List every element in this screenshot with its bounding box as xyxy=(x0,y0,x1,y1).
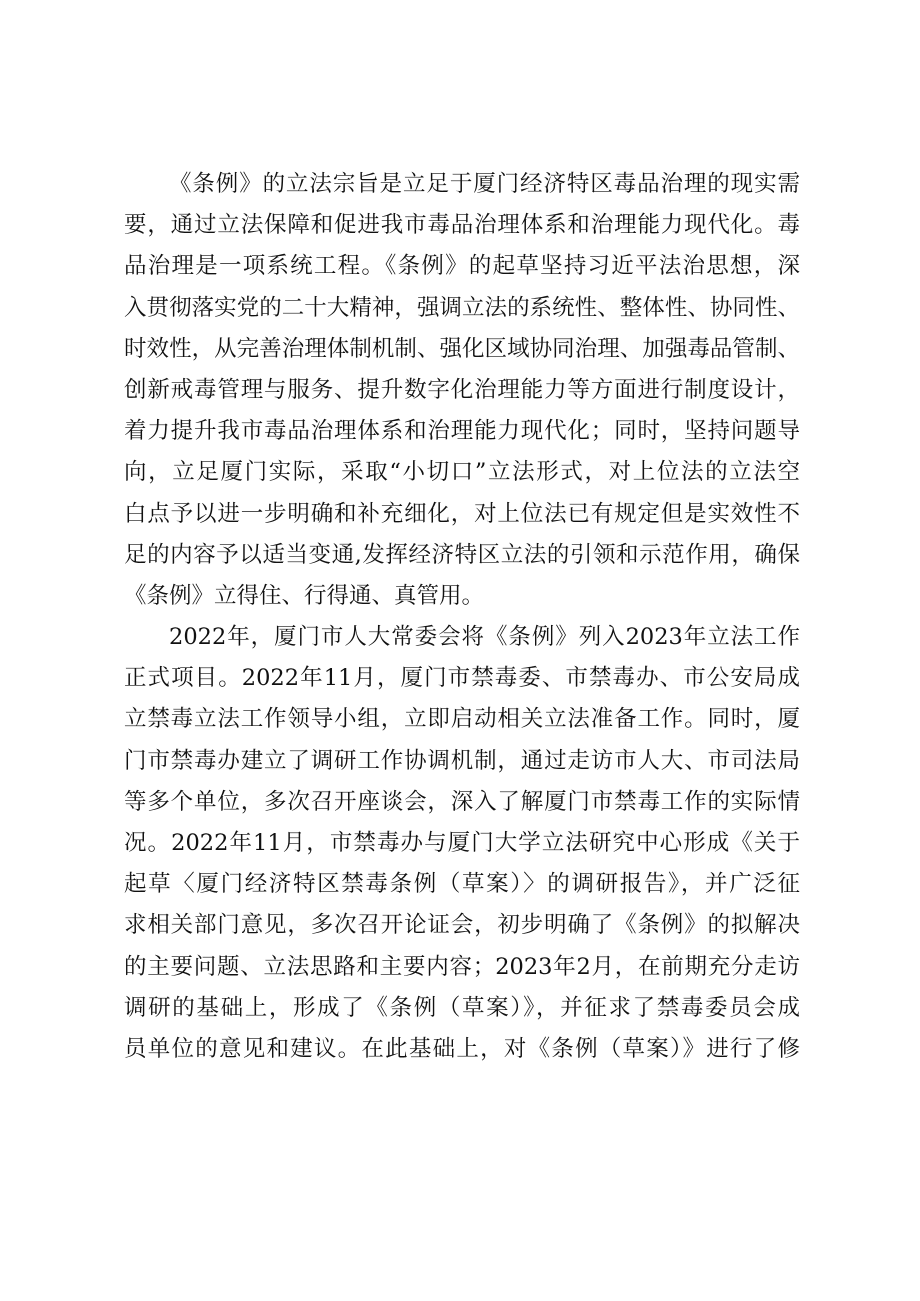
text-line: 等多个单位，多次召开座谈会，深入了解厦门市禁毒工作的实际情 xyxy=(124,788,800,815)
text-line: 门市禁毒办建立了调研工作协调机制，通过走访市人大、市司法局 xyxy=(124,747,800,774)
text-line: 2022年，厦门市人大常委会将《条例》列入2023年立法工作 xyxy=(169,624,800,651)
text-line: 立禁毒立法工作领导小组，立即启动相关立法准备工作。同时，厦 xyxy=(124,706,800,733)
text-line: 正式项目。2022年11月，厦门市禁毒委、市禁毒办、市公安局成 xyxy=(124,665,800,692)
text-line: 着力提升我市毒品治理体系和治理能力现代化；同时，坚持问题导 xyxy=(124,418,800,445)
paragraph-legislative-purpose xyxy=(124,164,800,617)
document-body xyxy=(124,164,800,1070)
text-line: 况。2022年11月，市禁毒办与厦门大学立法研究中心形成《关于 xyxy=(124,830,800,856)
text-line: 时效性，从完善治理体制机制、强化区域协同治理、加强毒品管制、 xyxy=(124,335,800,362)
text-line: 《条例》的立法宗旨是立足于厦门经济特区毒品治理的现实需 xyxy=(169,171,800,197)
text-line: 员单位的意见和建议。在此基础上，对《条例（草案）》进行了修 xyxy=(124,1035,800,1062)
text-line: 起草〈厦门经济特区禁毒条例（草案）〉的调研报告》，并广泛征 xyxy=(124,871,800,898)
text-line: 《条例》立得住、行得通、真管用。 xyxy=(124,582,485,609)
text-line: 的主要问题、立法思路和主要内容；2023年2月，在前期充分走访 xyxy=(124,953,800,980)
text-line: 足的内容予以适当变通,发挥经济特区立法的引领和示范作用，确保 xyxy=(124,541,800,568)
text-line: 创新戒毒管理与服务、提升数字化治理能力等方面进行制度设计， xyxy=(124,376,800,403)
paragraph-legislative-process xyxy=(124,617,800,1070)
text-line: 白点予以进一步明确和补充细化，对上位法已有规定但是实效性不 xyxy=(124,500,800,527)
text-line: 要，通过立法保障和促进我市毒品治理体系和治理能力现代化。毒 xyxy=(124,212,800,239)
text-line: 品治理是一项系统工程。《条例》的起草坚持习近平法治思想，深 xyxy=(124,253,800,280)
text-line: 向，立足厦门实际，采取“小切口”立法形式，对上位法的立法空 xyxy=(124,459,800,486)
text-line: 求相关部门意见，多次召开论证会，初步明确了《条例》的拟解决 xyxy=(124,912,800,939)
text-line: 入贯彻落实党的二十大精神，强调立法的系统性、整体性、协同性、 xyxy=(124,294,800,321)
text-line: 调研的基础上，形成了《条例（草案）》，并征求了禁毒委员会成 xyxy=(124,994,800,1021)
